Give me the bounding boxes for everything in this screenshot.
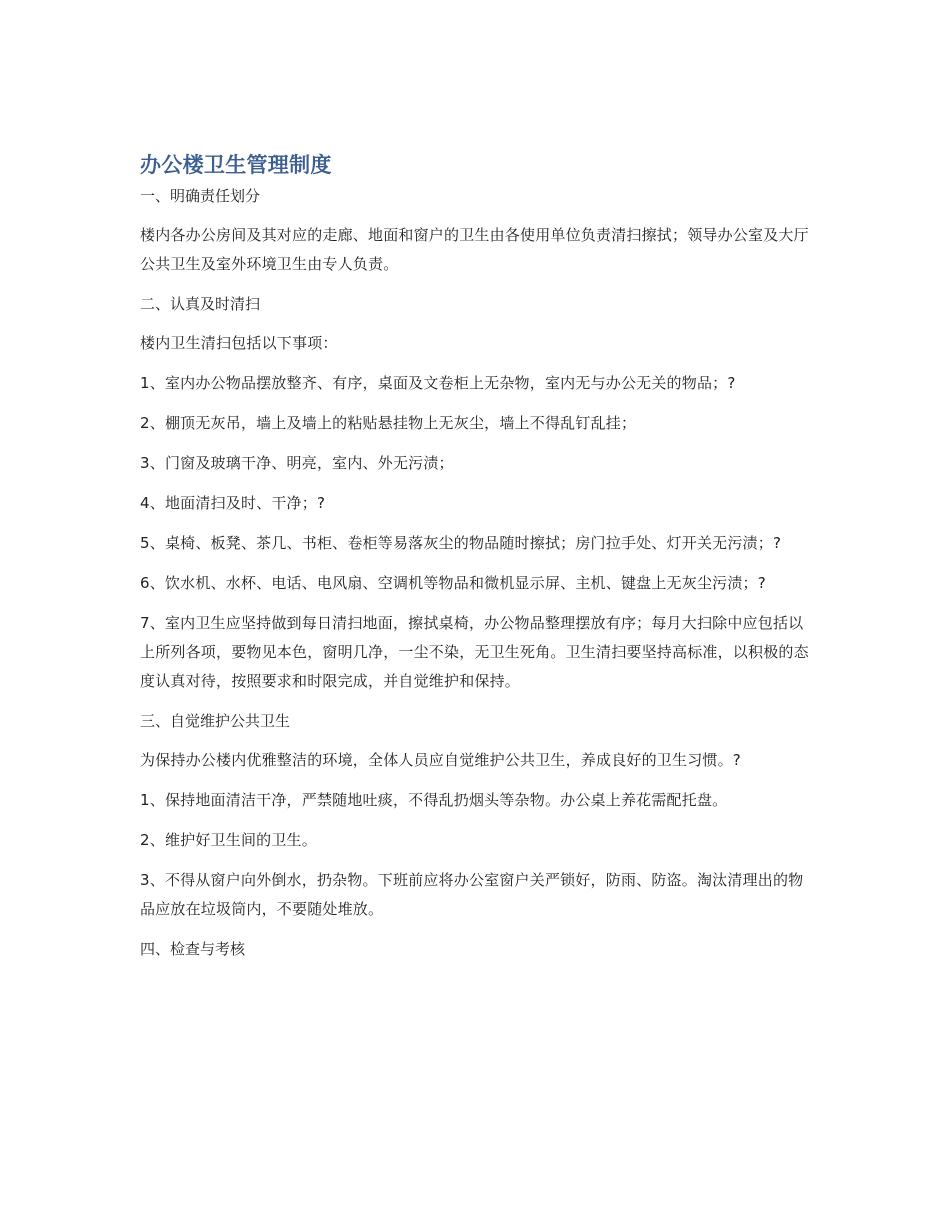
document-page (140, 150, 810, 963)
paragraph-responsibility: 楼内各办公房间及其对应的走廊、地面和窗户的卫生由各使用单位负责清扫擦拭；领导办公室及大厅公共卫生及室外环境卫生由专人负责。 (140, 226, 809, 273)
list-item-1: 1、室内办公物品摆放整齐、有序，桌面及文卷柜上无杂物，室内无与办公无关的物品；? (140, 374, 736, 392)
list-item-10: 3、不得从窗户向外倒水，扔杂物。下班前应将办公室窗户关严锁好，防雨、防盗。淘汰清理出的物品应放在垃圾筒内，不要随处堆放。 (140, 871, 804, 918)
list-item-7: 7、室内卫生应坚持做到每日清扫地面，擦拭桌椅，办公物品整理摆放有序；每月大扫除中应包括以上所列各项，要物见本色，窗明几净，一尘不染，无卫生死角。卫生清扫要坚持高标准，以积极的态度认真对待，按照要求和时限完成，并自觉维护和保持。 (140, 614, 809, 690)
list-item-6: 6、饮水机、水杯、电话、电风扇、空调机等物品和微机显示屏、主机、键盘上无灰尘污渍；? (140, 574, 766, 592)
list-item-8: 1、保持地面清洁干净，严禁随地吐痰，不得乱扔烟头等杂物。办公桌上养花需配托盘。 (140, 791, 728, 809)
paragraph-public-hygiene: 为保持办公楼内优雅整洁的环境，全体人员应自觉维护公共卫生，养成良好的卫生习惯。? (140, 751, 741, 769)
list-item-5: 5、桌椅、板凳、茶几、书柜、卷柜等易落灰尘的物品随时擦拭；房门拉手处、灯开关无污渍；? (140, 534, 782, 552)
paragraph-cleaning-intro: 楼内卫生清扫包括以下事项： (140, 334, 338, 352)
section-heading-3: 三、自觉维护公共卫生 (140, 712, 291, 730)
section-heading-2: 二、认真及时清扫 (140, 295, 261, 313)
section-heading-4: 四、检查与考核 (140, 940, 246, 958)
list-item-4: 4、地面清扫及时、干净；? (140, 494, 326, 512)
list-item-9: 2、维护好卫生间的卫生。 (140, 831, 317, 849)
list-item-2: 2、棚顶无灰吊，墙上及墙上的粘贴悬挂物上无灰尘，墙上不得乱钉乱挂； (140, 414, 637, 432)
section-heading-1: 一、明确责任划分 (140, 187, 261, 205)
document-title: 办公楼卫生管理制度 (140, 153, 332, 177)
list-item-3: 3、门窗及玻璃干净、明亮，室内、外无污渍； (140, 454, 454, 472)
